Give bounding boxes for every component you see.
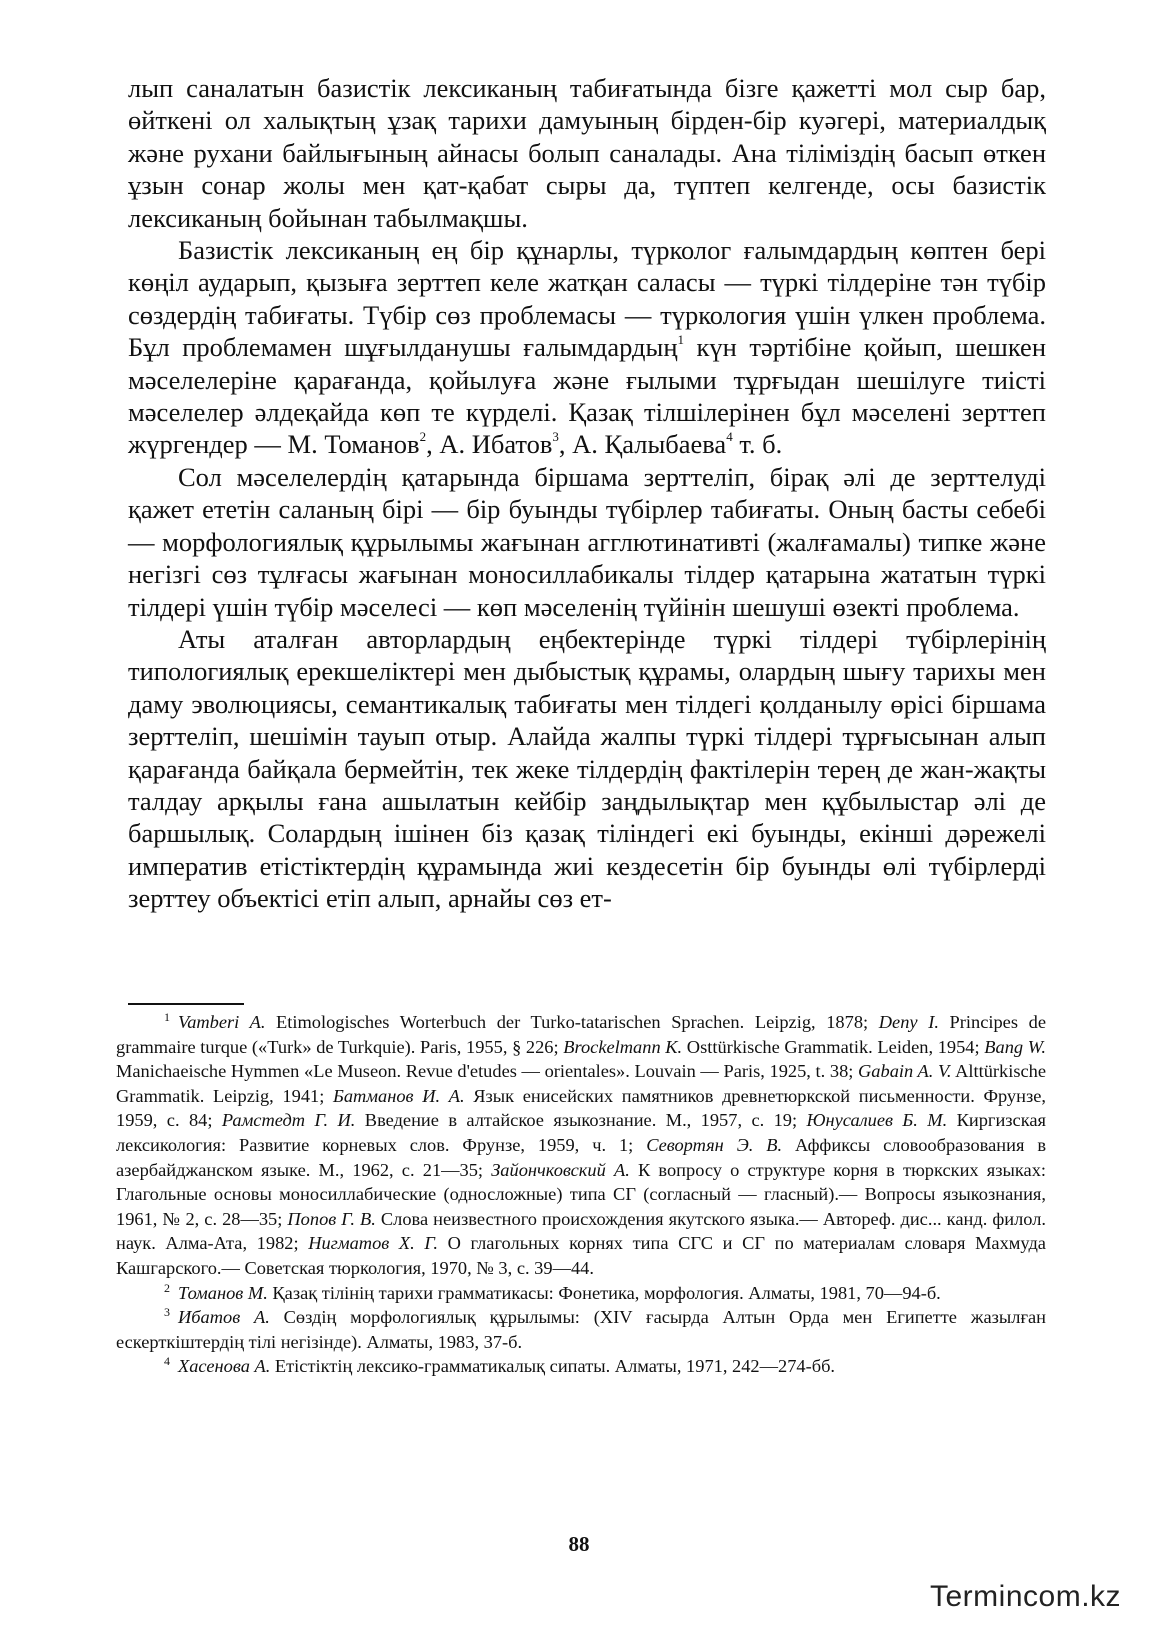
paragraph bbox=[128, 461, 1046, 623]
footnote-ref: 1 bbox=[677, 332, 685, 348]
footnote-separator bbox=[128, 1003, 244, 1005]
footnote-author: Brockelmann K. bbox=[563, 1036, 683, 1057]
page-number: 88 bbox=[568, 1532, 590, 1556]
footnote-author: Bang W. bbox=[984, 1036, 1046, 1057]
footnote-ref: 2 bbox=[419, 429, 427, 445]
footnote bbox=[116, 1305, 1046, 1354]
paragraph-text: , А. Ибатов bbox=[426, 429, 553, 460]
paragraph bbox=[128, 623, 1046, 915]
footnote bbox=[116, 1010, 1046, 1281]
footnote-number: 4 bbox=[164, 1354, 170, 1369]
footnote-author: Попов Г. В. bbox=[287, 1208, 376, 1229]
footnote-text: Етістіктің лексико-грамматикалық сипаты. Алматы, 1971, 242—274-бб. bbox=[270, 1356, 836, 1377]
paragraph-text: күн тәртібіне қойып, шешкен мәселелеріне қарағанда, қойылуға және ғылыми тұрғыдан шешілуге тиісті мәселелер әлдеқайда көп те күрделі. Қазақ тілшілерінен бұл мәселені зерттеп жүргендер — М. Томанов bbox=[128, 332, 1047, 460]
paragraph-text: лып саналатын базистік лексиканың табиғатында бізге қажетті мол сыр бар, өйткені ол халықтың ұзақ тарихи дамуының бірден-бір куәгері, материалдық және рухани байлығының айнасы болып саналады. Ана тіліміздің басып өткен ұзын сонар жолы мен қат-қабат сыры да, түптеп келгенде, осы базистік лексиканың бойынан табылмақшы. bbox=[128, 73, 1046, 233]
footnote-text: Киргизская лексикология: Развитие корневых слов. Фрунзе, 1959, ч. 1; bbox=[116, 1110, 1046, 1155]
footnote-number: 3 bbox=[164, 1305, 170, 1320]
footnote-text: О глагольных корнях типа СГС и СГ по материалам словаря Махмуда Кашгарского.— Советская тюркология, 1970, № 3, с. 39—44. bbox=[116, 1233, 1046, 1278]
footnote-ref: 3 bbox=[552, 429, 559, 445]
footnote-number: 2 bbox=[164, 1280, 170, 1295]
footnote-text: Слова неизвестного происхождения якутского языка.— Автореф. дис... канд. филол. наук. Алма-Ата, 1982; bbox=[116, 1208, 1046, 1254]
paragraph bbox=[128, 72, 1046, 234]
footnote-text: Қазақ тілінің тарихи грамматикасы: Фонетика, морфология. Алматы, 1981, 70—94-б. bbox=[267, 1282, 941, 1303]
footnote-author: Томанов М. bbox=[178, 1282, 268, 1303]
footnote-text: К вопросу о структуре корня в тюркских языках: Глагольные основы моносиллабические (односложные) типа СГ (согласный — гласный).— Вопросы языкознания, 1961, № 2, с. 28—35; bbox=[116, 1159, 1046, 1229]
footnote-text: Введение в алтайское языкознание. М., 1957, с. 19; bbox=[355, 1110, 807, 1131]
footnote-author: Зайончковский А. bbox=[491, 1159, 630, 1180]
footnote-author: Ибатов А. bbox=[178, 1307, 270, 1328]
footnote-author: Vamberi A. bbox=[178, 1012, 266, 1032]
main-text bbox=[128, 72, 1046, 915]
paragraph-text: Аты аталған авторлардың еңбектерінде түркі тілдері түбірлерінің типологиялық ерекшеліктері мен дыбыстық құрамы, олардың шығу тарихы мен даму эволюциясы, семантикалық табиғаты мен тілдегі қолданылу өрісі біршама зерттеліп, шешімін тауып отыр. Алайда жалпы түркі тілдері тұрғысынан алып қарағанда байқала бермейтін, тек жеке тілдердің фактілерін терең де жан-жақты талдау арқылы ғана ашылатын кейбір заңдылықтар мен құбылыстар әлі де баршылық. Солардың ішінен біз қазақ тіліндегі екі буынды, екінші дәрежелі императив етістіктердің құрамында жиі кездесетін бір буынды өлі түбірлерді зерттеу объектісі етіп алып, арнайы сөз ет- bbox=[128, 623, 1046, 914]
footnotes bbox=[116, 1010, 1046, 1379]
paragraph-text: , А. Қалыбаева bbox=[558, 429, 727, 460]
footnote-author: Хасенова А. bbox=[178, 1356, 271, 1377]
footnote-author: Севортян Э. В. bbox=[646, 1134, 783, 1155]
footnote bbox=[116, 1354, 1046, 1379]
footnote-author: Рамстедт Г. И. bbox=[221, 1110, 356, 1131]
watermark-logo bbox=[930, 1580, 1130, 1628]
paragraph-text: Сол мәселелердің қатарында біршама зерттеліп, бірақ әлі де зерттелуді қажет ететін саланың бірі — бір буынды түбірлер табиғаты. Оның басты себебі — морфологиялық құрылымы жағынан агглютинативті (жалғамалы) типке және негізгі сөз тұлғасы жағынан моносиллабикалы тілдер қатарына жататын түркі тілдері үшін түбір мәселесі — көп мәселенің түйінін шешуші өзекті проблема. bbox=[128, 461, 1046, 622]
footnote-author: Gabain A. V. bbox=[858, 1061, 952, 1082]
footnote-text: Язык енисейских памятников древнетюркской письменности. Фрунзе, 1959, с. 84; bbox=[116, 1085, 1046, 1131]
footnote-author: Нигматов Х. Г. bbox=[308, 1233, 438, 1254]
footnote-text: Osttürkische Grammatik. Leiden, 1954; bbox=[682, 1036, 985, 1057]
footnote-author: Батманов И. А. bbox=[332, 1085, 465, 1106]
footnote-text: Principes de grammaire turque («Turk» de Turkquie). Paris, 1955, § 226; bbox=[116, 1012, 1046, 1057]
watermark-text: Termincom.kz bbox=[930, 1580, 1122, 1613]
paragraph-text: т. б. bbox=[732, 429, 783, 460]
paragraph-text: Базистік лексиканың ең бір құнарлы, түрколог ғалымдардың көптен бері көңіл аударып, қызыға зерттеп келе жатқан саласы — түркі тілдеріне тән түбір сөздердің табиғаты. Түбір сөз проблемасы — түркология үшін үлкен проблема. Бұл проблемамен шұғылданушы ғалымдардың bbox=[128, 235, 1046, 363]
footnote-text: Alttürkische Grammatik. Leipzig, 1941; bbox=[116, 1061, 1047, 1106]
footnote-text: Etimologisches Worterbuch der Turko-tatarischen Sprachen. Leipzig, 1878; bbox=[265, 1012, 879, 1032]
footnote-text: Сөздің морфологиялық құрылымы: (XIV ғасырда Алтын Орда мен Египетте жазылған ескерткіштердің тілі негізінде). Алматы, 1983, 37-б. bbox=[116, 1307, 1046, 1352]
footnote-author: Юнусалиев Б. М. bbox=[806, 1110, 948, 1131]
paragraph bbox=[128, 234, 1046, 461]
footnote-text: Manichaeische Hymmen «Le Museon. Revue d'etudes — orientales». Louvain — Paris, 1925, t. 38; bbox=[116, 1061, 859, 1082]
footnote-text: Аффиксы словообразования в азербайджанском языке. М., 1962, с. 21—35; bbox=[116, 1134, 1046, 1180]
footnote-author: Deny I. bbox=[878, 1012, 939, 1032]
footnote-number: 1 bbox=[164, 1010, 170, 1024]
footnote bbox=[116, 1281, 1046, 1306]
footnote-ref: 4 bbox=[726, 429, 733, 445]
